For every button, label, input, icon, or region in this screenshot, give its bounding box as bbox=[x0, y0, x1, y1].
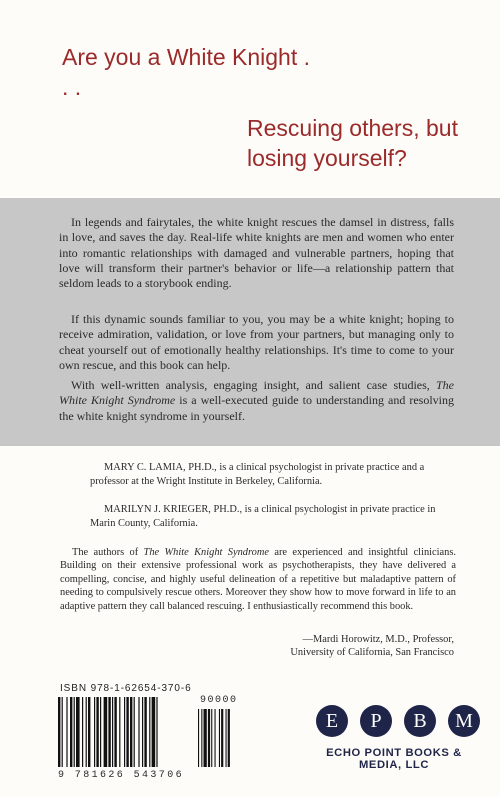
barcode-bar bbox=[104, 697, 108, 767]
barcode-bar bbox=[124, 697, 125, 767]
barcode-bar bbox=[114, 697, 116, 767]
headline-part-1: Are you a White Knight . . . bbox=[62, 44, 311, 100]
barcode-bar bbox=[142, 697, 143, 767]
barcode-addon-bar bbox=[221, 709, 223, 767]
attribution-name: —Mardi Horowitz, M.D., Professor, bbox=[302, 634, 454, 645]
headline-part-2: Rescuing others, but losing yourself? bbox=[247, 115, 458, 171]
book-title: The White Knight Syndrome bbox=[143, 547, 269, 558]
barcode-bar bbox=[108, 697, 110, 767]
barcode-bar bbox=[94, 697, 95, 767]
barcode-bar bbox=[130, 697, 132, 767]
barcode-bar bbox=[119, 697, 120, 767]
barcode-bar bbox=[126, 697, 128, 767]
barcode-block bbox=[58, 683, 242, 783]
barcode-bar bbox=[144, 697, 146, 767]
logo-letter-p: P bbox=[360, 705, 392, 737]
logo-letter-e: E bbox=[316, 705, 348, 737]
barcode-bar bbox=[100, 697, 101, 767]
barcode-bar bbox=[96, 697, 98, 767]
publisher-logo bbox=[310, 705, 478, 785]
description-text: is a well-executed guide to understanding and resolving the white knight syndrome in yourself. bbox=[59, 393, 454, 423]
barcode-addon-bar bbox=[201, 709, 202, 767]
logo-letter-m: M bbox=[448, 705, 480, 737]
barcode-bar bbox=[152, 697, 156, 767]
barcode-bar bbox=[70, 697, 72, 767]
description-paragraph-1: In legends and fairytales, the white knight rescues the damsel in distress, falls in love, and saves the day. Real-life white knights are men and women who enter into romantic relationships with damaged and vulnerable partners, hoping that love will transform their partner's behavior or life—a relationship pattern that seldom leads to a storybook ending. bbox=[59, 215, 454, 291]
author-bio-krieger: MARILYN J. KRIEGER, PH.D., is a clinical psychologist in private practice in Marin County, California. bbox=[90, 504, 436, 529]
barcode-addon-bar bbox=[228, 709, 230, 767]
description-paragraph-3 bbox=[59, 378, 454, 424]
barcode-addon-bar bbox=[198, 709, 199, 767]
barcode-bar bbox=[134, 697, 135, 767]
barcode-number: 9 781626 543706 bbox=[58, 770, 185, 781]
barcode-bar bbox=[82, 697, 83, 767]
barcode-graphic bbox=[58, 697, 242, 771]
barcode-bar bbox=[66, 697, 67, 767]
barcode-bar bbox=[149, 697, 150, 767]
description-panel bbox=[0, 198, 500, 446]
barcode-addon-bar bbox=[219, 709, 220, 767]
attribution-affiliation: University of California, San Francisco bbox=[290, 647, 454, 659]
review-text: are experienced and insightful clinicians. Building on their extensive professional work as psychotherapists, they have delivered a compelling, concise, and highly useful delineation of a repetitive but maladaptive pattern of needing to compulsively rescue others. Moreover they show how to move forward in life to an adaptive pattern they call balanced rescuing. I enthusiastically recommend this book. bbox=[60, 547, 456, 612]
barcode-addon-bar bbox=[226, 709, 227, 767]
logo-letter-b: B bbox=[404, 705, 436, 737]
review-quote bbox=[60, 546, 456, 613]
description-paragraph-2: If this dynamic sounds familiar to you, you may be a white knight; hoping to receive admiration, validation, or love from your partners, but managing only to cheat yourself out of emotionally healthy relationships. It's time to come to your own rescue, and this book can help. bbox=[59, 312, 454, 372]
barcode-bar bbox=[74, 697, 75, 767]
review-text: The authors of bbox=[72, 547, 144, 558]
barcode-bar bbox=[58, 697, 60, 767]
barcode-bar bbox=[112, 697, 113, 767]
publisher-name: ECHO POINT BOOKS & MEDIA, LLC bbox=[326, 747, 462, 771]
price-code: 90000 bbox=[200, 695, 238, 706]
description-text: With well-written analysis, engaging insight, and salient case studies, bbox=[71, 378, 436, 392]
review-attribution bbox=[290, 633, 454, 660]
book-title: The White Knight Syndrome bbox=[59, 378, 454, 408]
barcode-bar bbox=[62, 697, 63, 767]
barcode-addon-bar bbox=[215, 709, 216, 767]
barcode-bar bbox=[86, 697, 87, 767]
barcode-addon-bar bbox=[204, 709, 207, 767]
barcode-addon-bar bbox=[211, 709, 212, 767]
barcode-bar bbox=[138, 697, 139, 767]
barcode-bar bbox=[88, 697, 90, 767]
barcode-bar bbox=[76, 697, 80, 767]
barcode-bar bbox=[156, 697, 157, 767]
isbn-text: ISBN 978-1-62654-370-6 bbox=[60, 683, 192, 694]
author-bio-lamia: MARY C. LAMIA, PH.D., is a clinical psychologist in private practice and a professor at the Wright Institute in Berkeley, California. bbox=[90, 462, 425, 487]
barcode-addon-bar bbox=[208, 709, 210, 767]
